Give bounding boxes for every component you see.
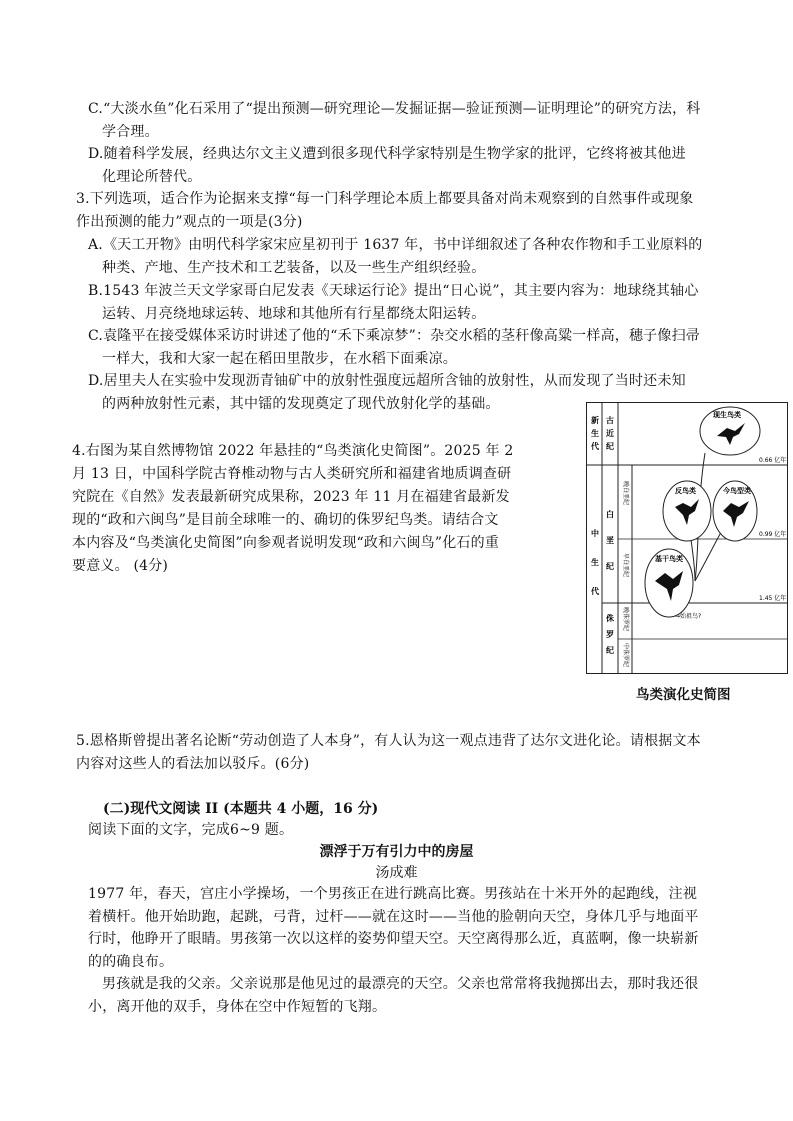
q3-b-line2: 运转、月亮绕地球运转、地球和其他所有行星都绕太阳运转。 xyxy=(102,305,486,322)
section-instruction: 阅读下面的文字，完成6~9 题。 xyxy=(88,822,294,838)
q3-a-line2: 种类、产地、生产技术和工艺装备，以及一些生产组织经验。 xyxy=(102,259,486,276)
option-c-line2: 学合理。 xyxy=(102,123,159,140)
option-d-prev xyxy=(88,143,728,188)
question-5 xyxy=(76,730,726,775)
question-4 xyxy=(72,440,542,578)
article-paragraph-1 xyxy=(88,883,722,973)
svg-text:罗: 罗 xyxy=(606,630,614,639)
q4-line6: 要意义。 (4分) xyxy=(72,558,169,574)
q3-c-line2: 一样大，我和大家一起在稻田里散步，在水稻下面乘凉。 xyxy=(102,350,457,367)
q4-line3: 究院在《自然》发表最新研究成果称，2023 年 11 月在福建省最新发 xyxy=(72,489,510,505)
svg-text:纪: 纪 xyxy=(606,646,614,655)
bird-evolution-diagram xyxy=(586,402,788,674)
q4-line2: 月 13 日，中国科学院古脊椎动物与古人类研究所和福建省地质调查研 xyxy=(72,466,512,482)
svg-text:中: 中 xyxy=(591,529,599,538)
q5-line2: 内容对这些人的看法加以驳斥。(6分) xyxy=(76,755,310,772)
modern-birds-bubble xyxy=(700,407,760,455)
svg-text:侏: 侏 xyxy=(606,614,614,623)
q3-c-line1: C.袁隆平在接受媒体采访时讲述了他的“禾下乘凉梦”：杂交水稻的茎秆像高粱一样高，穗子像扫帚 xyxy=(88,328,700,344)
ornithurae-label: 今鸟型类 xyxy=(723,487,751,495)
enantiornithes-label: 反鸟类 xyxy=(675,487,696,495)
option-c-line1: C.“大淡水鱼”化石采用了“提出预测—研究理论—发掘证据—验证预测—证明理论”的研究方法，科 xyxy=(88,101,701,117)
modern-birds-label: 现生鸟类 xyxy=(713,411,741,419)
q3-b-line1: B.1543 年波兰天文学家哥白尼发表《天球运行论》提出“日心说”，其主要内容为：地球绕其轴心 xyxy=(88,283,699,299)
p1-line4: 的的确良布。 xyxy=(88,953,174,970)
q4-line4: 现的“政和六闽鸟”是目前全球唯一的、确切的侏罗纪鸟类。请结合文 xyxy=(72,512,499,528)
svg-text:纪: 纪 xyxy=(606,562,614,571)
q3-option-c xyxy=(88,325,728,370)
p1-line3: 行时，他睁开了眼睛。男孩第一次以这样的姿势仰望天空。天空离得那么近，真蓝啊，像一块崭新 xyxy=(88,931,699,947)
time-099: 0.99 亿年 xyxy=(759,531,787,538)
period-paleogene-label xyxy=(606,415,614,451)
basal-birds-label: 基干鸟类 xyxy=(655,555,683,563)
article-paragraph-2 xyxy=(88,973,722,1018)
q3-a-line1: A.《天工开物》由明代科学家宋应星初刊于 1637 年，书中详细叙述了各种农作物和手工业原料的 xyxy=(88,237,703,253)
era-cenozoic-label xyxy=(591,415,600,451)
sub-middle-jurassic: 中侏罗纪 xyxy=(622,643,629,668)
svg-text:生: 生 xyxy=(591,429,599,438)
bird-evolution-svg xyxy=(587,403,787,673)
p2-line1: 男孩就是我的父亲。父亲说那是他见过的最漂亮的天空。父亲也常常将我抛掷出去，那时我还很 xyxy=(102,976,699,992)
article-author: 汤成难 xyxy=(375,865,418,881)
p2-line2: 小，离开他的双手，身体在空中作短暂的飞翔。 xyxy=(88,998,387,1015)
svg-text:古: 古 xyxy=(606,416,614,425)
time-145: 1.45 亿年 xyxy=(759,595,787,602)
svg-text:白: 白 xyxy=(606,510,614,519)
article-title: 漂浮于万有引力中的房屋 xyxy=(319,844,474,860)
q4-line1: 4.右图为某自然博物馆 2022 年悬挂的“鸟类演化史简图”。2025 年 2 xyxy=(72,443,514,459)
ornithurae-bubble xyxy=(713,481,757,541)
q3-option-a xyxy=(88,234,728,279)
q3-stem-line1: 3.下列选项，适合作为论据来支撑“每一门科学理论本质上都要具备对尚未观察到的自然事件或现象 xyxy=(76,191,694,207)
svg-text:代: 代 xyxy=(591,587,599,596)
archaeopteryx-label: →始祖鸟? xyxy=(675,613,702,620)
svg-text:新: 新 xyxy=(591,416,599,425)
svg-text:代: 代 xyxy=(591,442,599,451)
q3-option-b xyxy=(88,280,728,325)
p1-line2: 着横杆。他开始助跑，起跳，弓背，过杆——就在这时——当他的脸朝向天空，身体几乎与地面平 xyxy=(88,908,699,925)
basal-birds-bubble xyxy=(645,549,693,617)
era-mesozoic-label xyxy=(591,528,600,596)
svg-text:近: 近 xyxy=(606,429,614,438)
q5-line1: 5.恩格斯曾提出著名论断“劳动创造了人本身”，有人认为这一观点违背了达尔文进化论。请根据文本 xyxy=(76,733,701,749)
q3-d-line1: D.居里夫人在实验中发现沥青铀矿中的放射性强度远超所含铀的放射性，从而发现了当时还未知 xyxy=(88,373,686,389)
svg-text:生: 生 xyxy=(591,558,599,567)
q3-d-line2: 的两种放射性元素，其中镭的发现奠定了现代放射化学的基础。 xyxy=(102,395,500,412)
sub-late-jurassic: 晚侏罗纪 xyxy=(622,607,629,632)
sub-early-cretaceous: 早白垩纪 xyxy=(622,553,629,578)
svg-text:垩: 垩 xyxy=(606,536,614,545)
time-066: 0.66 亿年 xyxy=(759,457,787,464)
svg-text:纪: 纪 xyxy=(606,442,614,451)
sub-late-cretaceous: 晚白垩纪 xyxy=(622,481,629,506)
option-c-prev xyxy=(88,98,728,143)
section-heading: (二)现代文阅读 II (本题共 4 小题，16 分) xyxy=(103,801,379,817)
option-d-line1: D.随着科学发展，经典达尔文主义遭到很多现代科学家特别是生物学家的批评，它终将被其他进 xyxy=(88,146,686,162)
period-cretaceous-label xyxy=(606,509,614,571)
figure-caption: 鸟类演化史简图 xyxy=(636,687,731,703)
option-d-line2: 化理论所替代。 xyxy=(102,168,202,185)
p1-line1: 1977 年，春天，宫庄小学操场，一个男孩正在进行跳高比赛。男孩站在十米开外的起跑线，注视 xyxy=(88,886,698,902)
question-3 xyxy=(76,188,726,233)
q3-stem-line2: 作出预测的能力”观点的一项是(3分) xyxy=(76,213,303,230)
q4-line5: 本内容及“鸟类演化史简图”向参观者说明发现“政和六闽鸟”化石的重 xyxy=(72,535,500,551)
period-jurassic-label xyxy=(606,613,614,655)
enantiornithes-bubble xyxy=(663,481,711,541)
